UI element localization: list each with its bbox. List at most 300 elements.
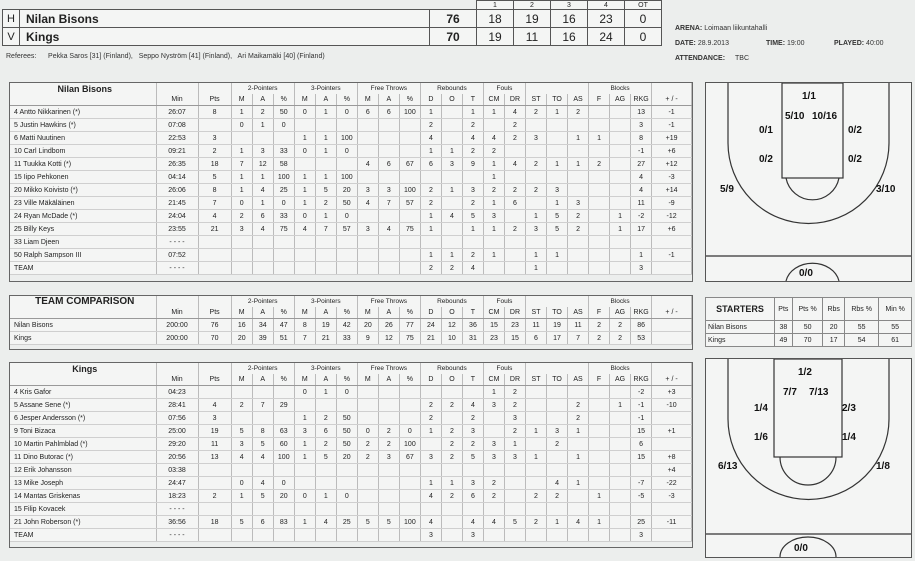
stat-cell: 13	[198, 451, 231, 464]
table-row	[10, 438, 692, 451]
stat-cell	[273, 262, 294, 275]
stat-cell: 7	[294, 332, 315, 345]
stat-cell	[378, 236, 399, 249]
stat-cell: 3	[462, 184, 483, 197]
stat-cell: -11	[652, 516, 692, 529]
stat-cell	[294, 477, 315, 490]
stat-cell	[294, 236, 315, 249]
stat-cell	[378, 145, 399, 158]
stat-cell: 2	[420, 119, 441, 132]
stat-cell	[526, 399, 547, 412]
stat-cell	[547, 132, 568, 145]
stat-cell	[631, 236, 652, 249]
stat-cell: 2	[441, 425, 462, 438]
column-header: D	[420, 94, 441, 106]
stat-cell: 4	[252, 184, 273, 197]
column-header: AG	[610, 307, 631, 319]
stat-cell: 2	[504, 386, 525, 399]
column-header: M	[357, 307, 378, 319]
stat-cell	[526, 236, 547, 249]
stat-cell: 5	[231, 516, 252, 529]
stat-cell: 39	[252, 332, 273, 345]
column-header: A	[378, 307, 399, 319]
table-row	[10, 106, 692, 119]
stat-cell: 4	[462, 132, 483, 145]
stat-cell	[252, 386, 273, 399]
stat-cell	[336, 477, 357, 490]
player-name: 15 Iipo Pehkonen	[10, 171, 156, 184]
stat-cell: 1	[420, 477, 441, 490]
zone-mid-left: 1/4	[754, 403, 768, 414]
stat-cell	[378, 412, 399, 425]
stat-cell: 2	[198, 490, 231, 503]
stat-cell: 3	[420, 529, 441, 542]
stat-cell: 4	[294, 223, 315, 236]
stat-cell: 4	[420, 490, 441, 503]
stat-cell: 50	[336, 197, 357, 210]
stat-cell: 1	[610, 210, 631, 223]
stat-cell	[483, 236, 504, 249]
stat-cell: 21	[420, 332, 441, 345]
stat-cell: 75	[399, 223, 420, 236]
stat-cell: 07:56	[156, 412, 198, 425]
stat-cell: 67	[399, 158, 420, 171]
stat-cell: 1	[441, 145, 462, 158]
column-header: AS	[568, 94, 589, 106]
player-name: 10 Martin Pahlmblad (*)	[10, 438, 156, 451]
stat-cell	[568, 503, 589, 516]
group-header: Fouls	[483, 363, 525, 374]
stat-cell	[198, 236, 231, 249]
stat-cell	[357, 477, 378, 490]
stat-cell: 1	[294, 516, 315, 529]
stat-cell: +6	[652, 223, 692, 236]
stat-cell: 1	[420, 425, 441, 438]
stat-cell	[273, 386, 294, 399]
player-name: 14 Mantas Griskenas	[10, 490, 156, 503]
stat-cell: 2	[462, 249, 483, 262]
column-header: %	[336, 307, 357, 319]
stat-cell: 75	[273, 223, 294, 236]
stat-cell: 77	[399, 319, 420, 332]
stat-cell: 4	[315, 516, 336, 529]
column-header: Pts	[198, 94, 231, 106]
table-row	[10, 412, 692, 425]
stat-cell: 2	[357, 451, 378, 464]
stat-cell	[504, 262, 525, 275]
stat-cell: 1	[568, 425, 589, 438]
home-box-score	[9, 82, 693, 282]
starters-table	[705, 297, 912, 347]
column-header: %	[399, 307, 420, 319]
stat-cell	[294, 158, 315, 171]
table-row	[10, 332, 692, 345]
stat-cell	[652, 236, 692, 249]
stat-cell: 1	[294, 451, 315, 464]
stat-cell: 2	[483, 184, 504, 197]
player-name: 50 Ralph Sampson III	[10, 249, 156, 262]
stat-cell: 0	[294, 145, 315, 158]
stat-cell: 1	[589, 132, 610, 145]
header-cell	[10, 374, 156, 386]
stat-cell	[547, 412, 568, 425]
stat-cell: 1	[483, 158, 504, 171]
stat-cell: 1	[315, 106, 336, 119]
stat-cell	[652, 332, 692, 345]
stat-cell: 1	[483, 223, 504, 236]
stat-cell	[231, 262, 252, 275]
table-row	[10, 210, 692, 223]
stat-cell	[399, 529, 420, 542]
stat-cell: 0	[294, 106, 315, 119]
stat-cell	[547, 451, 568, 464]
column-header: AG	[610, 374, 631, 386]
stat-cell	[526, 529, 547, 542]
stat-cell	[399, 145, 420, 158]
stat-cell	[526, 386, 547, 399]
column-header: %	[336, 374, 357, 386]
stat-cell: 0	[231, 197, 252, 210]
group-header: 2-Pointers	[231, 363, 294, 374]
stat-cell: 57	[336, 223, 357, 236]
home-q4: 23	[588, 10, 625, 28]
stat-cell: 2	[420, 262, 441, 275]
stat-cell	[526, 171, 547, 184]
stat-cell	[483, 529, 504, 542]
stat-cell: 33	[273, 210, 294, 223]
zone-paint-right: 10/16	[812, 111, 838, 122]
group-header: 3-Pointers	[294, 296, 357, 307]
stat-cell	[589, 262, 610, 275]
stat-cell: 1	[420, 106, 441, 119]
stat-cell	[483, 412, 504, 425]
column-header: ST	[526, 307, 547, 319]
stat-cell: 3	[462, 529, 483, 542]
stat-cell: 2	[462, 197, 483, 210]
stat-cell: 6	[462, 490, 483, 503]
stat-cell: 2	[441, 399, 462, 412]
stat-cell: 50	[336, 425, 357, 438]
column-header: F	[589, 307, 610, 319]
stat-cell: 4	[568, 516, 589, 529]
stat-cell: 3	[631, 529, 652, 542]
stat-cell: 2	[526, 184, 547, 197]
table-row	[10, 319, 692, 332]
column-header: TO	[547, 307, 568, 319]
stat-cell: 1	[315, 171, 336, 184]
group-header: Fouls	[483, 83, 525, 94]
stat-cell	[378, 477, 399, 490]
zone-backcourt: 0/0	[794, 543, 808, 554]
stat-cell	[547, 236, 568, 249]
stat-cell: 6	[504, 197, 525, 210]
stat-cell: 2	[526, 106, 547, 119]
stat-cell: -22	[652, 477, 692, 490]
stat-cell: 5	[315, 451, 336, 464]
away-ot: 0	[625, 28, 662, 46]
home-total: 76	[430, 10, 477, 28]
stat-cell: 2	[198, 145, 231, 158]
stat-cell	[526, 438, 547, 451]
column-header: A	[378, 374, 399, 386]
stat-cell: 4	[547, 477, 568, 490]
stat-cell: 86	[631, 319, 652, 332]
column-header: F	[589, 374, 610, 386]
time-info: TIME: 19:00	[766, 40, 805, 47]
stat-cell: +3	[652, 386, 692, 399]
score-table	[2, 0, 662, 46]
stat-cell: 2	[315, 197, 336, 210]
stat-cell: 100	[399, 184, 420, 197]
stat-cell	[378, 249, 399, 262]
stat-cell	[610, 516, 631, 529]
stat-cell	[231, 236, 252, 249]
stat-cell: 1	[526, 451, 547, 464]
stat-cell: +4	[652, 464, 692, 477]
table-row	[10, 386, 692, 399]
stat-cell: 5	[547, 210, 568, 223]
stat-cell: 4	[252, 223, 273, 236]
away-total: 70	[430, 28, 477, 46]
stat-cell	[652, 412, 692, 425]
column-header: Min	[156, 374, 198, 386]
stat-cell: 4	[198, 210, 231, 223]
stat-cell: 3	[357, 223, 378, 236]
stat-cell: 1	[547, 158, 568, 171]
stat-cell	[610, 503, 631, 516]
table-row	[10, 477, 692, 490]
attendance-info: ATTENDANCE: TBC	[675, 55, 749, 62]
stat-cell: 0	[294, 386, 315, 399]
column-header: DR	[504, 307, 525, 319]
stat-cell: 6	[252, 210, 273, 223]
stat-cell: 1	[294, 197, 315, 210]
stat-cell: 0	[336, 490, 357, 503]
column-header: O	[441, 374, 462, 386]
table-row	[10, 451, 692, 464]
stat-cell	[357, 412, 378, 425]
stat-cell: 8	[631, 132, 652, 145]
column-header: A	[252, 94, 273, 106]
stat-cell	[273, 503, 294, 516]
stat-cell: 1	[610, 223, 631, 236]
stat-cell: 4	[631, 171, 652, 184]
stat-cell	[568, 464, 589, 477]
stat-cell: 1	[526, 249, 547, 262]
player-name: 11 Dino Butorac (*)	[10, 451, 156, 464]
stat-cell	[357, 503, 378, 516]
zone-backcourt: 0/0	[799, 268, 813, 279]
stat-cell	[547, 503, 568, 516]
stat-cell	[589, 236, 610, 249]
column-header: D	[420, 374, 441, 386]
stat-cell: 1	[231, 106, 252, 119]
stat-cell: 3	[378, 184, 399, 197]
header-cell	[526, 296, 589, 307]
stat-cell	[568, 262, 589, 275]
column-header: T	[462, 307, 483, 319]
table-row	[10, 158, 692, 171]
stat-cell: 19	[315, 319, 336, 332]
stat-cell: 22:53	[156, 132, 198, 145]
home-q3: 16	[551, 10, 588, 28]
stat-cell	[294, 249, 315, 262]
stat-cell: 3	[462, 477, 483, 490]
stat-cell: 9	[462, 158, 483, 171]
stat-cell: 1	[610, 399, 631, 412]
home-stat-table	[10, 83, 692, 275]
stat-cell: 1	[315, 386, 336, 399]
stat-cell	[547, 399, 568, 412]
stat-cell	[357, 145, 378, 158]
stat-cell: 1	[441, 249, 462, 262]
stat-cell	[441, 119, 462, 132]
column-header: F	[589, 94, 610, 106]
stat-cell	[610, 425, 631, 438]
stat-cell	[198, 119, 231, 132]
player-name: Nilan Bisons	[10, 319, 156, 332]
stat-cell: 3	[198, 412, 231, 425]
group-header: Blocks	[589, 296, 652, 307]
column-header: %	[336, 94, 357, 106]
stat-cell: 2	[441, 451, 462, 464]
stat-cell	[631, 464, 652, 477]
group-header: Free Throws	[357, 83, 420, 94]
stat-cell	[610, 438, 631, 451]
stat-cell	[483, 464, 504, 477]
stat-cell: 33	[273, 145, 294, 158]
column-header: T	[462, 374, 483, 386]
stat-cell: 15	[504, 332, 525, 345]
stat-cell: 4	[420, 132, 441, 145]
stat-cell: 3	[252, 145, 273, 158]
zone-low-left: 0/2	[759, 154, 773, 165]
stat-cell	[315, 529, 336, 542]
stat-cell: 12	[252, 158, 273, 171]
stat-cell	[652, 262, 692, 275]
stat-cell	[357, 132, 378, 145]
stat-cell: 1	[483, 197, 504, 210]
table-row	[10, 490, 692, 503]
stat-cell: 11	[631, 197, 652, 210]
header-cell	[198, 363, 231, 374]
stat-cell: 6	[631, 438, 652, 451]
stat-cell	[336, 249, 357, 262]
stat-cell: 2	[504, 425, 525, 438]
column-header: M	[357, 94, 378, 106]
stat-cell: 1	[420, 145, 441, 158]
stat-cell	[610, 386, 631, 399]
stat-cell: - - - -	[156, 529, 198, 542]
stat-cell: - - - -	[156, 262, 198, 275]
stat-cell: 2	[504, 132, 525, 145]
stat-cell	[357, 210, 378, 223]
home-team-name: Nilan Bisons	[20, 10, 430, 28]
home-marker: H	[3, 10, 20, 28]
stat-cell	[420, 236, 441, 249]
stat-cell	[294, 503, 315, 516]
stat-cell: 2	[568, 106, 589, 119]
stat-cell: 18	[198, 158, 231, 171]
stat-cell: 1	[547, 106, 568, 119]
player-name: 20 Mikko Koivisto (*)	[10, 184, 156, 197]
player-name: 6 Matti Nuutinen	[10, 132, 156, 145]
stat-cell: 3	[231, 223, 252, 236]
stat-cell: 8	[198, 184, 231, 197]
zone-top: 1/1	[802, 91, 816, 102]
stat-cell: 53	[631, 332, 652, 345]
stat-cell	[315, 464, 336, 477]
stat-cell: 10	[441, 332, 462, 345]
stat-cell	[652, 529, 692, 542]
stat-cell: 25:00	[156, 425, 198, 438]
referee: Ari Maikamäki [40] (Finland)	[237, 53, 325, 60]
stat-cell	[441, 197, 462, 210]
stat-cell: 6	[357, 106, 378, 119]
stat-cell: -1	[652, 106, 692, 119]
stat-cell: 3	[378, 451, 399, 464]
stat-cell: 0	[399, 425, 420, 438]
stat-cell: 3	[526, 223, 547, 236]
stat-cell: 0	[231, 119, 252, 132]
column-header: Pts	[198, 307, 231, 319]
stat-cell: 100	[399, 438, 420, 451]
stat-cell	[589, 119, 610, 132]
stat-cell: 3	[294, 425, 315, 438]
stat-cell: 5	[252, 438, 273, 451]
stat-cell	[252, 503, 273, 516]
stat-cell: 2	[568, 399, 589, 412]
stat-cell: 2	[441, 490, 462, 503]
player-name: 11 Tuukka Kotti (*)	[10, 158, 156, 171]
period-label: 3	[551, 1, 588, 10]
stat-cell: 1	[294, 184, 315, 197]
starters-row: Kings 49 70 17 54 61	[706, 334, 912, 347]
stat-cell: 4	[483, 516, 504, 529]
stat-cell: 5	[547, 223, 568, 236]
stat-cell: 3	[441, 158, 462, 171]
stat-cell	[610, 262, 631, 275]
player-name: TEAM	[10, 262, 156, 275]
starters-title: STARTERS	[706, 298, 775, 321]
stat-cell	[504, 464, 525, 477]
column-header: DR	[504, 94, 525, 106]
stat-cell	[504, 145, 525, 158]
stat-cell: 200:00	[156, 319, 198, 332]
stat-cell: 13	[631, 106, 652, 119]
home-score-row	[3, 10, 662, 28]
starters-header: Rbs %	[844, 298, 878, 321]
stat-cell	[441, 223, 462, 236]
stat-cell	[589, 249, 610, 262]
stat-cell: 100	[273, 171, 294, 184]
stat-cell: 4	[252, 477, 273, 490]
stat-cell	[589, 386, 610, 399]
zone-low-right: 0/2	[848, 154, 862, 165]
stat-cell	[547, 464, 568, 477]
stat-cell: 2	[589, 158, 610, 171]
stat-cell: 6	[378, 106, 399, 119]
stat-cell: 21	[315, 332, 336, 345]
column-header: M	[357, 374, 378, 386]
table-row	[10, 425, 692, 438]
stat-cell: 2	[483, 490, 504, 503]
group-header: Fouls	[483, 296, 525, 307]
stat-cell	[504, 503, 525, 516]
column-header: CM	[483, 374, 504, 386]
stat-cell	[589, 464, 610, 477]
stat-cell	[357, 262, 378, 275]
